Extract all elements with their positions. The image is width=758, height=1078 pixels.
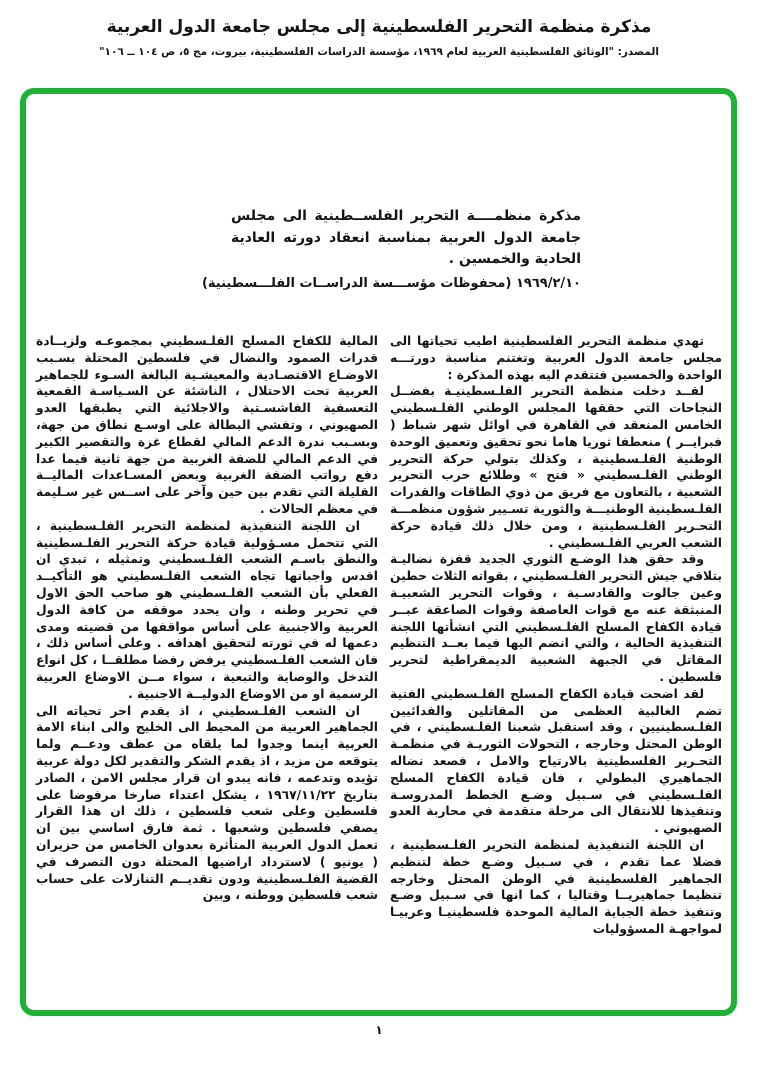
paragraph: لقد اضحت قيادة الكفاح المسلح الفلـسطيني الفتية تضم الغالبية العظمى من المقاتلين والفدائيين الفلـسطينيين ، وقد استقبل شعبنا الفلـسطيني ، في الوطن المحتل وخارجه ، التحولات الثوريـة في منظمـة التحـرير الفلسطينية بالارتياح والامل ، فصعد نضاله الجماهيري البطولي ، فان قيادة الكفاح المسلح الفلـسطيني في سـبيل وضـع الخطط المدروسـة وتنفيذها للانتقال الى مرحلة متقدمة في محاربة العدو الصهيوني . xyxy=(390,686,722,836)
paragraph: تهدي منظمة التحرير الفلسطينية اطيب تحياتها الى مجلس جامعة الدول العربية وتغتنم مناسبة دورتـــه الواحدة والخمسين فتتقدم اليه بهذه المذكرة : xyxy=(390,334,722,382)
source-citation: المصدر: "الوثائق الفلسطينية العربية لعام ١٩٦٩، مؤسسة الدراسات الفلسطينية، بيروت، مج ٥، ص ١٠٤ ــ ١٠٦" xyxy=(99,46,659,58)
memo-heading: مذكرة منظمــــة التحرير الفلســطينية الى مجلس جامعة الدول العربية بمناسبة انعقاد دورته العادية الحادية والخمسين . xyxy=(231,208,581,267)
paragraph: ان اللجنة التنفيذية لمنظمة التحرير الفلـسطينية ، فضلا عما تقدم ، في سـبيل وضـع خطة لتنظيم الجماهير الفلسطينية في الوطن المحتل وخارجه تنظيما جماهيريــا وقتاليا ، كما انها في سـبيل وضـع وتنفيذ خطة الجباية المالية الموحدة فلسطينيـا وعربيـا لمواجهـة المسؤوليات xyxy=(390,837,722,936)
text-column-left xyxy=(36,333,378,904)
paragraph: المالية للكفاح المسلح الفلـسطيني بمجموعـه ولزيــادة قدرات الصمود والنضال في فلسطين المحتلة بسـبب الاوضـاع الاقتصـادية والمعيشـية البالغة السـوء للجماهير العربية تحت الاحتلال ، الناشئة عن السـياسـة القمعية التعسفية الفاشسـتية والاجلائية التي يطبقها العدو الصهيوني ، وتفشي البطالة على اوسـع نطاق من جهة، وبسـبب ندرة الدعم المالي لقطاع غزة والتقصير الكبير في الدعم المالي للضفة الغربية من جهة ثانية فيما عدا دفع رواتب الضفة الغربية وبعض المسـاعدات الماليــة القليلة التي تقدم بين حين وآخر على اســس غير سـليمة في معظم الحالات . xyxy=(36,334,378,516)
memo-heading-block xyxy=(201,206,581,291)
text-column-right xyxy=(390,333,722,938)
paragraph: وقد حقق هذا الوضـع الثوري الجديد قفزة نضاليـة بتلاقي جيش التحرير الفلـسطيني ، بقواته الثلاث حطين وعين جالوت والقادسـية ، وقوات التحرير الشعبيـة المنبثقة عنه مع قوات العاصفة وقوات الصاعقة عبــر قيادة الكفاح المسلح الفلـسطيني التي انشأتها اللجنة التنفيذية الحالية ، والتي انضم اليها فيما بعــد التنظيم المقاتل في الجبهة الشعبية الديمقراطية لتحرير فلسطين . xyxy=(390,552,722,684)
page-number: ١ xyxy=(375,1023,383,1037)
paragraph: لقــد دخلت منظمة التحرير الفلـسطينيـة بفضــل النجاحات التي حققها المجلس الوطني الفلـسطيني الخامس المنعقد في القاهرة في اوائل شهر شباط ( فبرايــر ) منعطفا ثوريا هاما نحو تحقيق وتعميق الوحدة الوطنية الفلـسطينية ، وكذلك بتولي حركة التحرير الوطني الفلـسطيني « فتح » وطلائع حرب التحرير الشعبية ، بالتعاون مع فريق من ذوي الطاقات والقدرات الفلـسطينية الوطنيـــة والثورية تسـيير شؤون منظمـــة التحـرير الفلـسطينية ، ومن خلال ذلك قيادة حركة الشعب العربي الفلـسطيني . xyxy=(390,384,722,550)
paragraph: ان اللجنة التنفيذية لمنظمة التحرير الفلـسطينية ، التي تتحمل مسـؤولية قيادة حركة التحرير الفلـسطينية والنطق باسـم الشعب الفلـسطيني وتمثيله ، تبدي ان اقدس واجباتها تجاه الشعب الفلـسطيني هو التأكيــد الفعلي بأن الشعب الفلـسطيني هو صاحب الحق الاول في تحرير وطنه ، وان يحدد موقفه من كافة الدول العربية والاجنبية على أساس مواقفها من قضيته ومدى دعمها له في ثورته لتحقيق اهدافه . وعلى أساس ذلك ، فان الشعب الفلـسطيني يرفض رفضا مطلقــا ، كل انواع التدخل والوصاية والتبعية ، سواء مــن الاوضاع العربية الرسمية او من الاوضاع الدوليــة الاجنبية . xyxy=(36,518,378,701)
paragraph: ان الشعب الفلـسطيني ، اذ يقدم احر تحياته الى الجماهير العربية من المحيط الى الخليج والى ابناء الامة العربية اينما وجدوا لما يلقاه من عطف ودعــم ولما يتوقعه من مزيد ، اذ يقدم الشكر والتقدير لكل دولة عربية تؤيده وتدعمه ، فانه يبدو ان قرار مجلس الامن ، الصادر بتاريخ ١٩٦٧/١١/٢٢ ، يشكل اعتداء صارخا مرفوضا على فلسطين وعلى شعب فلسطين ، ذلك ان هذا القرار يصفي فلسطين وشعبها . ثمة فارق اساسي بين ان تعمل الدول العربية المتأثرة بعدوان الخامس من حزيران ( يونيو ) لاسترداد اراضيها المحتلة دون التصرف في القضية الفلـسطينية ودون تقديــم التنازلات على حساب شعب فلسطين ووطنه ، وبين xyxy=(36,703,378,903)
document-title: مذكرة منظمة التحرير الفلسطينية إلى مجلس جامعة الدول العربية xyxy=(106,17,652,37)
memo-date-line: ١٩٦٩/٢/١٠ (محفوظات مؤســـسة الدراســات الفلـــسطينية) xyxy=(201,275,581,291)
green-border-frame xyxy=(20,88,737,1016)
